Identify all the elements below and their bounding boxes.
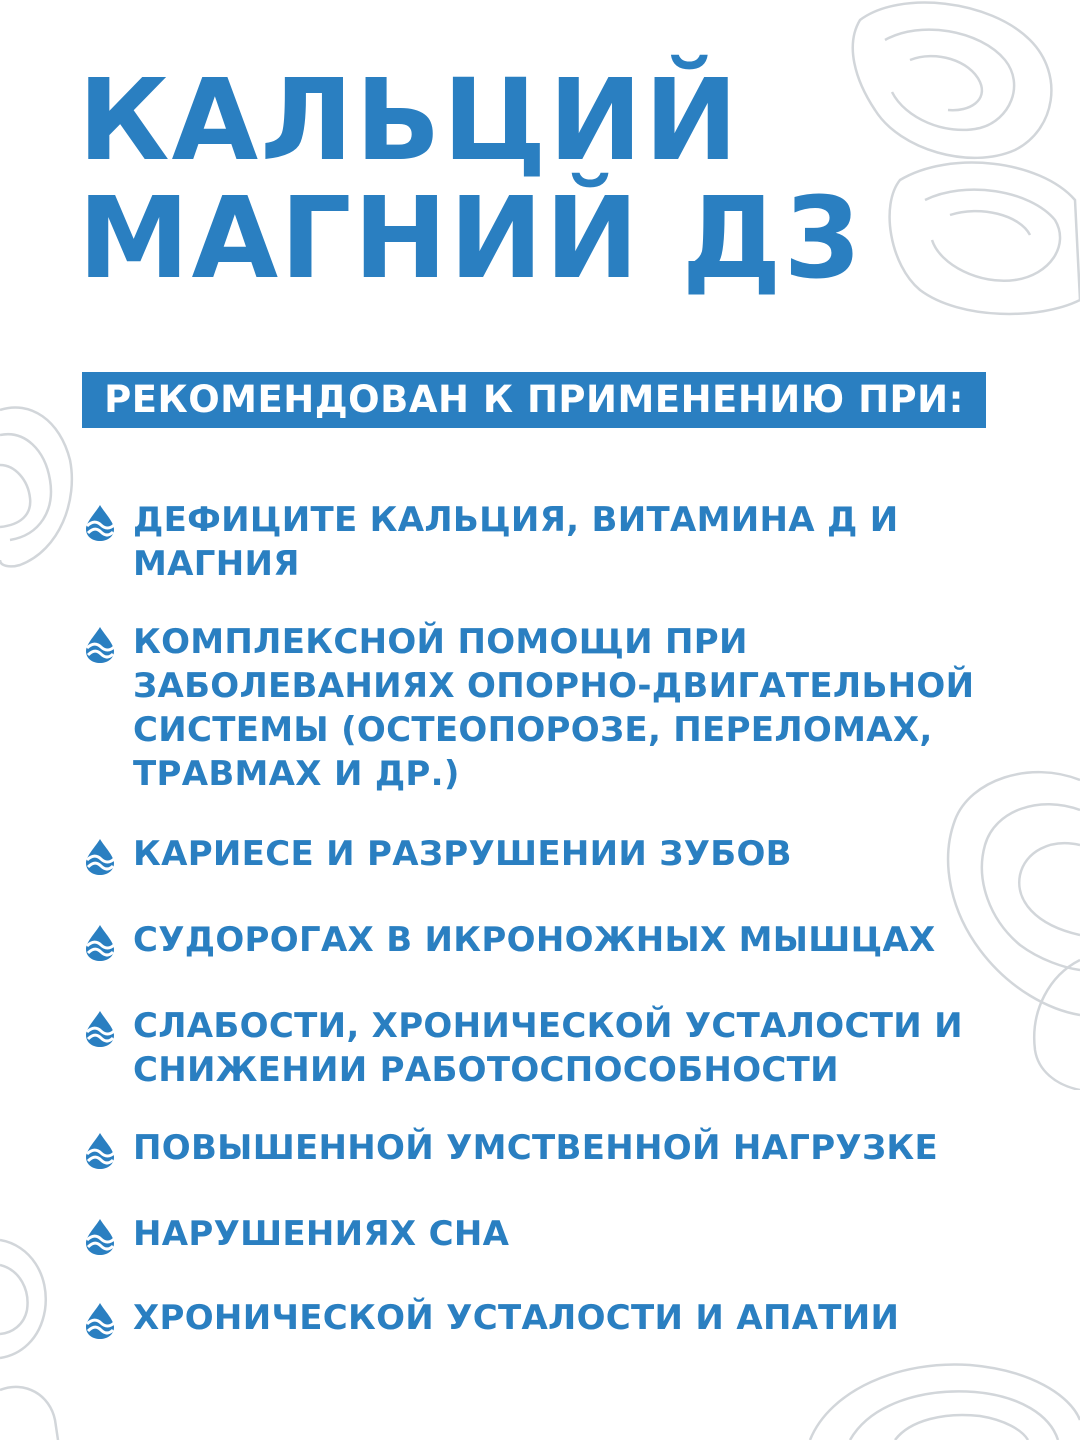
water-wave-drop-icon xyxy=(80,1130,120,1170)
list-item-line: ЗАБОЛЕВАНИЯХ ОПОРНО-ДВИГАТЕЛЬНОЙ xyxy=(133,666,975,706)
list-item-line: СИСТЕМЫ (ОСТЕОПОРОЗЕ, ПЕРЕЛОМАХ, xyxy=(133,710,933,750)
list-item-line: ПОВЫШЕННОЙ УМСТВЕННОЙ НАГРУЗКЕ xyxy=(133,1128,939,1168)
water-wave-drop-icon xyxy=(80,836,120,876)
list-item-text xyxy=(133,620,974,796)
list-item-text xyxy=(133,1126,938,1170)
water-wave-drop-icon xyxy=(80,624,120,664)
list-item xyxy=(80,1212,1010,1256)
list-item xyxy=(80,1004,1010,1092)
list-item-line: ХРОНИЧЕСКОЙ УСТАЛОСТИ И АПАТИИ xyxy=(133,1298,900,1338)
list-item-line: СЛАБОСТИ, ХРОНИЧЕСКОЙ УСТАЛОСТИ И xyxy=(133,1006,963,1046)
list-item-line: КАРИЕСЕ И РАЗРУШЕНИИ ЗУБОВ xyxy=(133,834,792,874)
water-wave-drop-icon xyxy=(80,502,120,542)
oyster-shell-decoration-left xyxy=(0,390,80,590)
oyster-shell-decoration-bottom-left xyxy=(0,1230,70,1440)
list-item-line: ДЕФИЦИТЕ КАЛЬЦИЯ, ВИТАМИНА Д И xyxy=(133,500,899,540)
list-item xyxy=(80,918,1010,962)
list-item-text xyxy=(133,1296,899,1340)
list-item-text xyxy=(133,832,792,876)
water-wave-drop-icon xyxy=(80,1008,120,1048)
list-item-text xyxy=(133,1004,963,1092)
list-item-line: НАРУШЕНИЯХ СНА xyxy=(133,1214,510,1254)
list-item xyxy=(80,620,1010,796)
title-line-2: МАГНИЙ Д3 xyxy=(78,174,864,304)
list-item xyxy=(80,1126,1010,1170)
oyster-shell-decoration-top-right xyxy=(840,0,1080,330)
oyster-shell-decoration-bottom-right xyxy=(800,1340,1080,1440)
product-title xyxy=(78,56,864,304)
list-item-line: СНИЖЕНИИ РАБОТОСПОСОБНОСТИ xyxy=(133,1050,839,1090)
list-item xyxy=(80,832,1010,876)
list-item-line: СУДОРОГАХ В ИКРОНОЖНЫХ МЫШЦАХ xyxy=(133,920,936,960)
water-wave-drop-icon xyxy=(80,1300,120,1340)
list-item xyxy=(80,1296,1010,1340)
title-line-1: КАЛЬЦИЙ xyxy=(78,56,740,186)
list-item xyxy=(80,498,1010,586)
water-wave-drop-icon xyxy=(80,922,120,962)
recommendation-banner: РЕКОМЕНДОВАН К ПРИМЕНЕНИЮ ПРИ: xyxy=(82,372,986,428)
list-item-text xyxy=(133,1212,509,1256)
list-item-line: ТРАВМАХ И ДР.) xyxy=(133,754,460,794)
list-item-text xyxy=(133,498,898,586)
list-item-text xyxy=(133,918,936,962)
list-item-line: МАГНИЯ xyxy=(133,544,300,584)
list-item-line: КОМПЛЕКСНОЙ ПОМОЩИ ПРИ xyxy=(133,622,748,662)
water-wave-drop-icon xyxy=(80,1216,120,1256)
